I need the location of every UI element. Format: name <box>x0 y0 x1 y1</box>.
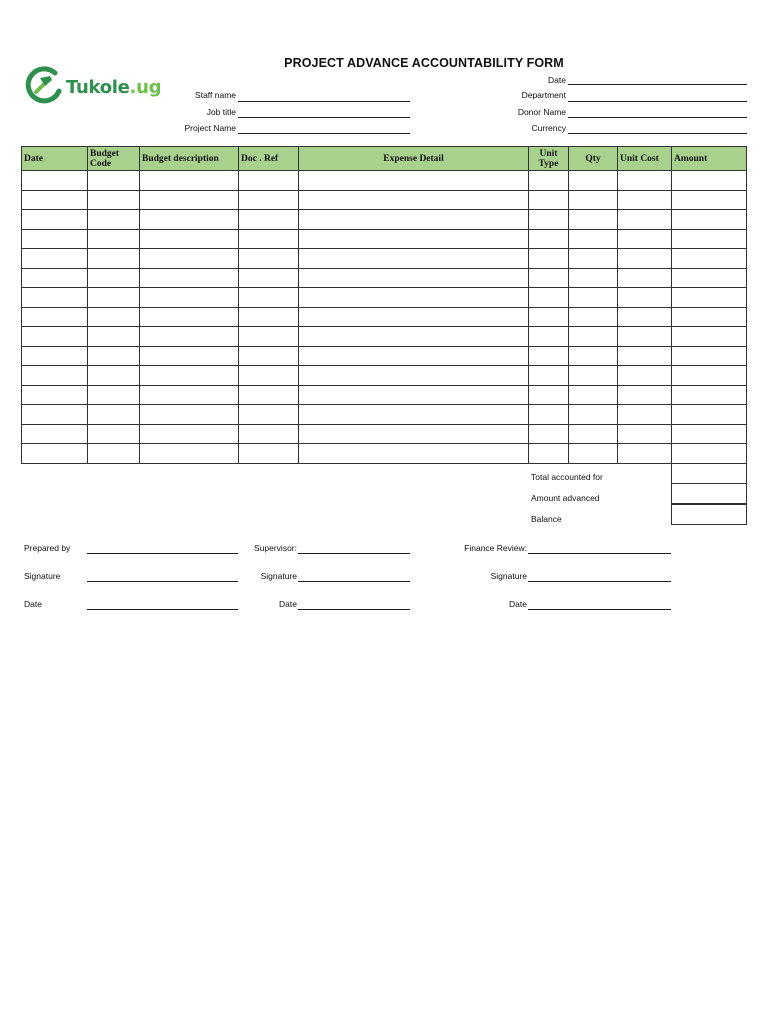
prepared-signature-label: Signature <box>24 571 61 581</box>
table-cell[interactable] <box>299 366 529 386</box>
table-cell[interactable] <box>88 385 140 405</box>
table-cell[interactable] <box>88 249 140 269</box>
table-cell[interactable] <box>618 385 672 405</box>
table-row <box>22 307 747 327</box>
table-cell[interactable] <box>239 171 299 191</box>
table-cell[interactable] <box>618 190 672 210</box>
table-cell[interactable] <box>140 190 239 210</box>
table-cell[interactable] <box>618 288 672 308</box>
table-row <box>22 444 747 464</box>
table-cell[interactable] <box>239 307 299 327</box>
finance-review-label: Finance Review: <box>464 543 527 553</box>
table-row <box>22 346 747 366</box>
table-cell[interactable] <box>22 171 88 191</box>
table-cell[interactable] <box>88 327 140 347</box>
date-label: Date <box>548 75 566 85</box>
col-header-budget-description: Budget description <box>140 147 239 171</box>
table-cell[interactable] <box>569 190 618 210</box>
table-cell[interactable] <box>618 171 672 191</box>
table-cell[interactable] <box>529 307 569 327</box>
department-field[interactable] <box>568 101 747 102</box>
col-header-amount: Amount <box>672 147 747 171</box>
table-row <box>22 210 747 230</box>
table-cell[interactable] <box>299 229 529 249</box>
table-cell[interactable] <box>569 366 618 386</box>
date-field[interactable] <box>568 84 747 85</box>
table-cell[interactable] <box>299 190 529 210</box>
table-cell[interactable] <box>239 327 299 347</box>
table-cell[interactable] <box>239 366 299 386</box>
finance-signature-field[interactable] <box>528 581 671 582</box>
table-cell[interactable] <box>529 444 569 464</box>
table-cell[interactable] <box>140 229 239 249</box>
table-cell[interactable] <box>529 327 569 347</box>
table-cell[interactable] <box>672 210 747 230</box>
table-cell[interactable] <box>529 385 569 405</box>
table-cell[interactable] <box>140 307 239 327</box>
table-cell[interactable] <box>239 210 299 230</box>
job-title-field[interactable] <box>238 117 410 118</box>
table-cell[interactable] <box>239 190 299 210</box>
table-cell[interactable] <box>529 190 569 210</box>
hammer-circle-icon <box>25 65 63 107</box>
supervisor-field[interactable] <box>298 553 410 554</box>
table-cell[interactable] <box>618 307 672 327</box>
table-row <box>22 405 747 425</box>
table-cell[interactable] <box>569 327 618 347</box>
table-cell[interactable] <box>529 210 569 230</box>
table-cell[interactable] <box>299 346 529 366</box>
table-cell[interactable] <box>529 366 569 386</box>
form-title: PROJECT ADVANCE ACCOUNTABILITY FORM <box>284 56 564 70</box>
table-cell[interactable] <box>529 424 569 444</box>
table-row <box>22 288 747 308</box>
logo-name: Tukole <box>66 77 130 98</box>
table-cell[interactable] <box>88 444 140 464</box>
table-cell[interactable] <box>569 249 618 269</box>
table-cell[interactable] <box>140 385 239 405</box>
table-cell[interactable] <box>569 444 618 464</box>
table-cell[interactable] <box>22 444 88 464</box>
table-cell[interactable] <box>529 171 569 191</box>
table-cell[interactable] <box>569 424 618 444</box>
expense-table <box>21 146 747 464</box>
project-name-field[interactable] <box>238 133 410 134</box>
table-cell[interactable] <box>299 405 529 425</box>
donor-name-label: Donor Name <box>517 107 566 117</box>
table-cell[interactable] <box>22 268 88 288</box>
table-cell[interactable] <box>618 444 672 464</box>
table-cell[interactable] <box>88 424 140 444</box>
table-cell[interactable] <box>569 229 618 249</box>
prepared-signature-field[interactable] <box>87 581 238 582</box>
table-cell[interactable] <box>22 190 88 210</box>
col-header-doc-ref: Doc . Ref <box>239 147 299 171</box>
table-cell[interactable] <box>672 405 747 425</box>
table-cell[interactable] <box>88 405 140 425</box>
table-cell[interactable] <box>299 327 529 347</box>
table-cell[interactable] <box>22 405 88 425</box>
table-cell[interactable] <box>22 249 88 269</box>
table-cell[interactable] <box>672 366 747 386</box>
finance-review-field[interactable] <box>528 553 671 554</box>
staff-name-field[interactable] <box>238 101 410 102</box>
table-cell[interactable] <box>299 268 529 288</box>
supervisor-label: Supervisor: <box>254 543 297 553</box>
table-cell[interactable] <box>140 268 239 288</box>
table-cell[interactable] <box>140 405 239 425</box>
table-cell[interactable] <box>299 307 529 327</box>
table-cell[interactable] <box>88 366 140 386</box>
supervisor-date-field[interactable] <box>298 609 410 610</box>
table-cell[interactable] <box>672 346 747 366</box>
supervisor-signature-label: Signature <box>260 571 297 581</box>
supervisor-signature-field[interactable] <box>298 581 410 582</box>
col-header-unit-cost: Unit Cost <box>618 147 672 171</box>
table-cell[interactable] <box>239 444 299 464</box>
table-cell[interactable] <box>22 210 88 230</box>
table-cell[interactable] <box>140 424 239 444</box>
table-cell[interactable] <box>88 288 140 308</box>
table-cell[interactable] <box>140 288 239 308</box>
table-cell[interactable] <box>239 405 299 425</box>
balance-box[interactable] <box>671 504 747 525</box>
table-cell[interactable] <box>672 268 747 288</box>
table-cell[interactable] <box>22 385 88 405</box>
table-cell[interactable] <box>569 307 618 327</box>
prepared-date-field[interactable] <box>87 609 238 610</box>
finance-date-label: Date <box>509 599 527 609</box>
prepared-date-label: Date <box>24 599 42 609</box>
table-cell[interactable] <box>618 327 672 347</box>
table-cell[interactable] <box>672 288 747 308</box>
table-cell[interactable] <box>672 385 747 405</box>
col-header-qty: Qty <box>569 147 618 171</box>
table-cell[interactable] <box>529 268 569 288</box>
total-accounted-box[interactable] <box>671 463 747 484</box>
table-cell[interactable] <box>299 171 529 191</box>
table-cell[interactable] <box>140 210 239 230</box>
table-cell[interactable] <box>529 405 569 425</box>
prepared-by-label: Prepared by <box>24 543 71 553</box>
table-cell[interactable] <box>140 327 239 347</box>
table-cell[interactable] <box>140 346 239 366</box>
col-header-unit-type: Unit Type <box>529 147 569 171</box>
table-cell[interactable] <box>239 385 299 405</box>
table-cell[interactable] <box>239 346 299 366</box>
table-cell[interactable] <box>88 346 140 366</box>
table-cell[interactable] <box>618 229 672 249</box>
prepared-by-field[interactable] <box>87 553 238 554</box>
total-accounted-label: Total accounted for <box>531 472 603 482</box>
table-cell[interactable] <box>529 346 569 366</box>
amount-advanced-label: Amount advanced <box>531 493 600 503</box>
table-cell[interactable] <box>569 288 618 308</box>
balance-label: Balance <box>531 514 562 524</box>
staff-name-label: Staff name <box>195 90 236 100</box>
table-cell[interactable] <box>618 268 672 288</box>
table-row <box>22 327 747 347</box>
table-cell[interactable] <box>22 327 88 347</box>
amount-advanced-box[interactable] <box>671 483 747 504</box>
table-row <box>22 229 747 249</box>
col-header-budget-code: Budget Code <box>88 147 140 171</box>
department-label: Department <box>521 90 566 100</box>
table-row <box>22 190 747 210</box>
table-cell[interactable] <box>88 307 140 327</box>
table-cell[interactable] <box>569 210 618 230</box>
currency-field[interactable] <box>568 133 747 134</box>
table-row <box>22 268 747 288</box>
table-cell[interactable] <box>529 288 569 308</box>
table-cell[interactable] <box>672 327 747 347</box>
table-cell[interactable] <box>299 424 529 444</box>
table-cell[interactable] <box>299 288 529 308</box>
table-cell[interactable] <box>22 366 88 386</box>
table-cell[interactable] <box>569 346 618 366</box>
table-cell[interactable] <box>569 385 618 405</box>
table-body <box>22 171 747 464</box>
table-cell[interactable] <box>672 249 747 269</box>
table-cell[interactable] <box>239 249 299 269</box>
table-cell[interactable] <box>22 307 88 327</box>
table-cell[interactable] <box>140 366 239 386</box>
col-header-date: Date <box>22 147 88 171</box>
table-cell[interactable] <box>299 444 529 464</box>
table-cell[interactable] <box>299 385 529 405</box>
table-cell[interactable] <box>529 229 569 249</box>
table-cell[interactable] <box>299 210 529 230</box>
table-cell[interactable] <box>140 444 239 464</box>
table-cell[interactable] <box>618 249 672 269</box>
table-cell[interactable] <box>618 405 672 425</box>
table-cell[interactable] <box>239 424 299 444</box>
table-cell[interactable] <box>88 171 140 191</box>
logo-wordmark <box>66 77 161 98</box>
table-cell[interactable] <box>672 444 747 464</box>
table-cell[interactable] <box>672 171 747 191</box>
table-cell[interactable] <box>672 307 747 327</box>
table-cell[interactable] <box>239 229 299 249</box>
job-title-label: Job title <box>206 107 236 117</box>
table-cell[interactable] <box>672 190 747 210</box>
table-cell[interactable] <box>618 424 672 444</box>
col-header-expense-detail: Expense Detail <box>299 147 529 171</box>
table-row <box>22 249 747 269</box>
table-cell[interactable] <box>672 229 747 249</box>
table-cell[interactable] <box>569 171 618 191</box>
table-cell[interactable] <box>618 366 672 386</box>
table-cell[interactable] <box>299 249 529 269</box>
table-row <box>22 171 747 191</box>
project-name-label: Project Name <box>184 123 236 133</box>
supervisor-date-label: Date <box>279 599 297 609</box>
table-header-row <box>22 147 747 171</box>
table-row <box>22 424 747 444</box>
table-cell[interactable] <box>618 346 672 366</box>
currency-label: Currency <box>531 123 566 133</box>
table-row <box>22 366 747 386</box>
logo-suffix: .ug <box>129 77 162 98</box>
table-cell[interactable] <box>239 268 299 288</box>
table-cell[interactable] <box>88 268 140 288</box>
table-cell[interactable] <box>22 346 88 366</box>
table-cell[interactable] <box>22 424 88 444</box>
table-cell[interactable] <box>88 210 140 230</box>
table-cell[interactable] <box>88 229 140 249</box>
table-cell[interactable] <box>239 288 299 308</box>
donor-name-field[interactable] <box>568 117 747 118</box>
table-cell[interactable] <box>569 405 618 425</box>
table-cell[interactable] <box>618 210 672 230</box>
table-cell[interactable] <box>569 268 618 288</box>
table-row <box>22 385 747 405</box>
table-cell[interactable] <box>529 249 569 269</box>
table-cell[interactable] <box>22 229 88 249</box>
table-cell[interactable] <box>22 288 88 308</box>
finance-signature-label: Signature <box>490 571 527 581</box>
finance-date-field[interactable] <box>528 609 671 610</box>
table-cell[interactable] <box>672 424 747 444</box>
table-cell[interactable] <box>140 249 239 269</box>
table-cell[interactable] <box>140 171 239 191</box>
table-cell[interactable] <box>88 190 140 210</box>
